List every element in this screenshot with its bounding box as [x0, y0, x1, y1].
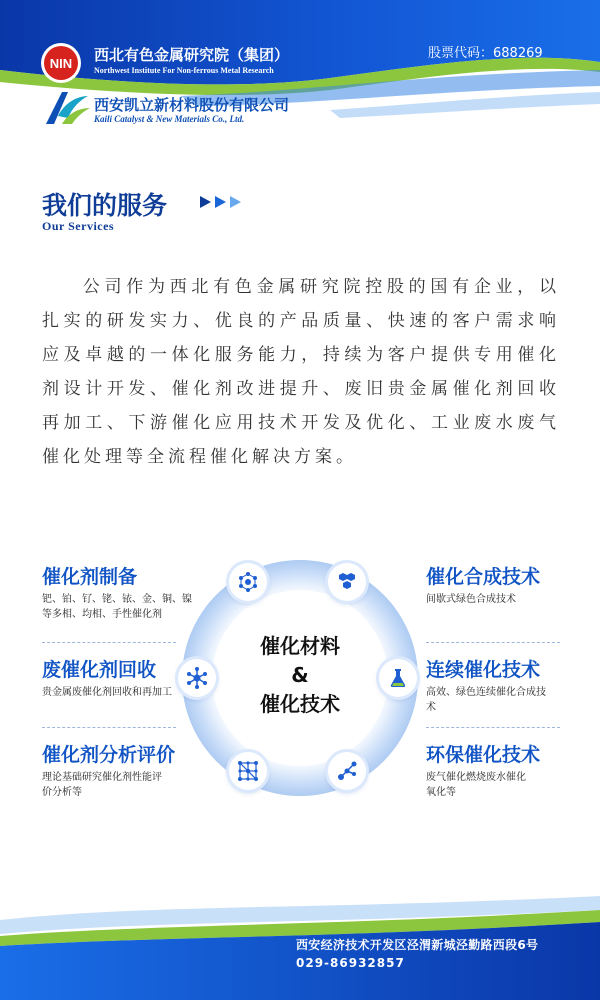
stock-code-label: 股票代码： [428, 46, 494, 61]
service-catalytic-synthesis [426, 562, 576, 607]
intro-paragraph: 公司作为西北有色金属研究院控股的国有企业，以扎实的研发实力、优良的产品质量、快速的客户需求响应及卓越的一体化服务能力，持续为客户提供专用催化剂设计开发、催化剂改进提升、废旧贵金属催化剂回收再加工、下游催化应用技术开发及优化、工业废水废气催化处理等全流程催化解决方案。 [42, 277, 560, 467]
center-label [220, 632, 380, 719]
section-subtitle: Our Services [42, 219, 115, 233]
stock-code-value: 688269 [493, 46, 543, 61]
kaili-logo-icon [40, 86, 92, 128]
header-background [0, 0, 600, 170]
divider [42, 727, 176, 728]
service-desc: 贵金属废催化剂回收和再加工 [42, 687, 172, 698]
nin-logo-text: NIN [49, 56, 73, 71]
service-title: 环保催化技术 [426, 744, 541, 766]
flask-icon [379, 659, 417, 697]
molecule-hub-icon [178, 659, 216, 697]
service-title: 废催化剂回收 [42, 659, 157, 681]
divider [426, 642, 560, 643]
service-desc: 钯、铂、钌、铑、铱、金、铜、镍等多相、均相、手性催化剂 [42, 594, 192, 620]
lattice-icon [229, 752, 267, 790]
org2-name: 西安凯立新材料股份有限公司 [94, 96, 290, 114]
service-catalyst-analysis [42, 740, 176, 800]
org1-name: 西北有色金属研究院（集团） [94, 46, 290, 64]
service-desc: 理论基础研究催化剂性能评价分析等 [42, 772, 162, 798]
divider [426, 727, 560, 728]
nin-logo-icon [40, 42, 82, 84]
triple-arrow-icon [200, 194, 248, 210]
footer-phone: 029-86932857 [296, 956, 405, 970]
service-title: 催化剂分析评价 [42, 744, 176, 766]
footer-address: 西安经济技术开发区泾渭新城泾勤路西段6号 [296, 938, 539, 952]
service-catalyst-recovery [42, 655, 182, 700]
org2-english-name: Kaili Catalyst & New Materials Co., Ltd. [94, 114, 245, 124]
service-title: 催化剂制备 [42, 566, 138, 588]
network-nodes-icon [328, 752, 366, 790]
service-catalyst-preparation [42, 562, 192, 622]
center-line-2: & [291, 663, 309, 687]
service-desc: 高效、绿色连续催化合成技术 [426, 687, 546, 713]
stock-code [428, 42, 543, 61]
center-line-3: 催化技术 [260, 692, 340, 716]
hexagon-cluster-icon [328, 563, 366, 601]
service-title: 催化合成技术 [426, 566, 541, 588]
org1-english-name: Northwest Institute For Non-ferrous Metal Research [94, 66, 274, 75]
service-continuous-catalysis [426, 655, 546, 715]
center-line-1: 催化材料 [260, 634, 340, 658]
molecule-ring-icon [229, 563, 267, 601]
section-title: 我们的服务 [42, 191, 168, 220]
service-desc: 间歇式绿色合成技术 [426, 594, 516, 605]
service-desc: 废气催化燃烧废水催化氧化等 [426, 772, 526, 798]
service-title: 连续催化技术 [426, 659, 541, 681]
divider [42, 642, 176, 643]
service-environmental-catalysis [426, 740, 541, 800]
